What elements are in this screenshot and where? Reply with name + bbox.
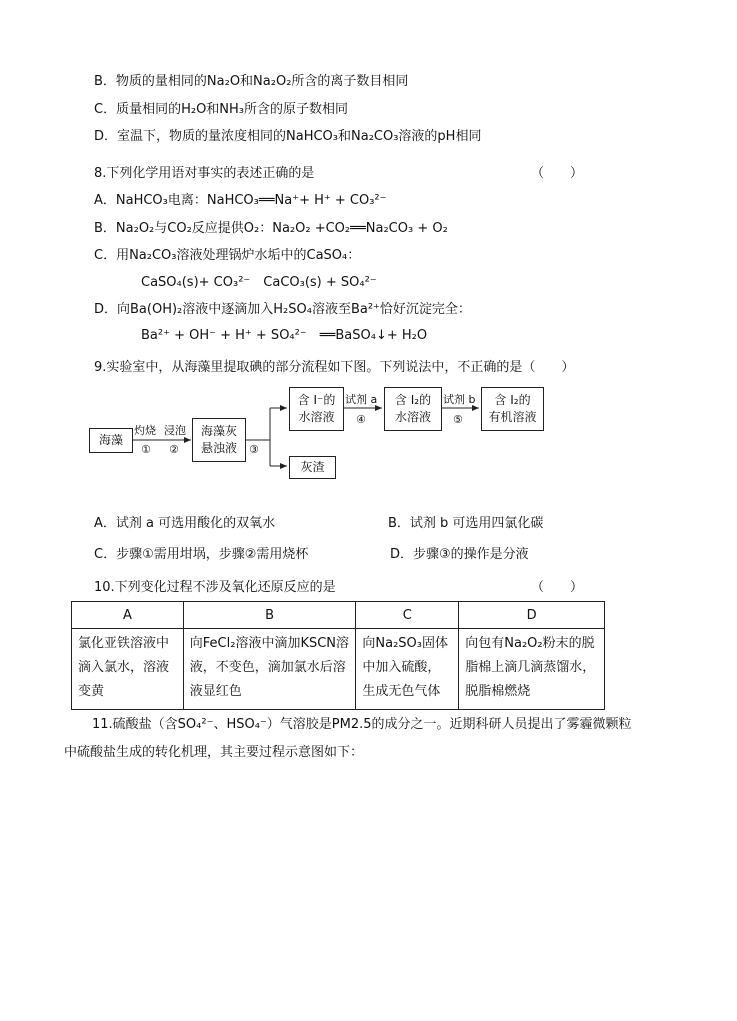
step3-number: ③ bbox=[249, 443, 259, 456]
step5-label: 试剂 b bbox=[443, 393, 476, 406]
cell-b: 向FeCl₂溶液中滴加KSCN溶液，不变色，滴加氯水后溶液显红色 bbox=[183, 629, 356, 710]
q8-option-c-equation: CaSO₄(s)+ CO₃²⁻ CaCO₃(s) + SO₄²⁻ bbox=[141, 275, 377, 290]
step2-number: ② bbox=[169, 443, 179, 456]
q8-option-c: C．用Na₂CO₃溶液处理锅炉水垢中的CaSO₄： bbox=[94, 248, 361, 263]
col-header-a: A bbox=[72, 602, 184, 629]
q9-option-b: B．试剂 b 可选用四氯化碳 bbox=[388, 516, 544, 531]
organic-line2: 有机溶液 bbox=[488, 410, 537, 424]
q9-option-d: D．步骤③的操作是分液 bbox=[390, 547, 529, 562]
table-header-row bbox=[72, 602, 605, 629]
ash-suspension-box bbox=[192, 418, 246, 462]
residue-box bbox=[289, 456, 336, 479]
q8-option-d: D．向Ba(OH)₂溶液中逐滴加入H₂SO₄溶液至Ba²⁺恰好沉淀完全： bbox=[94, 302, 471, 317]
step1-number: ① bbox=[141, 443, 151, 456]
step4-number: ④ bbox=[356, 413, 366, 426]
ash-line2: 悬浊液 bbox=[200, 441, 237, 455]
q11-line1: 11.硫酸盐（含SO₄²⁻、HSO₄⁻）气溶胶是PM2.5的成分之一。近期科研人员提出了雾霾微颗粒 bbox=[92, 717, 632, 732]
step5-number: ⑤ bbox=[453, 413, 463, 426]
seaweed-text: 海藻 bbox=[98, 433, 123, 447]
cell-a: 氯化亚铁溶液中滴入氯水，溶液变黄 bbox=[72, 629, 184, 710]
iodine-line1: 含 I₂的 bbox=[394, 393, 432, 407]
step2-label: 浸泡 bbox=[164, 424, 186, 437]
q8-stem: 8.下列化学用语对事实的表述正确的是 bbox=[94, 166, 315, 181]
q10-answer-paren: （ ） bbox=[531, 580, 584, 595]
q8-option-b: B．Na₂O₂与CO₂反应提供O₂：Na₂O₂ +CO₂══Na₂CO₃ + O₂ bbox=[94, 221, 448, 236]
q7-option-b: B．物质的量相同的Na₂O和Na₂O₂所含的离子数目相同 bbox=[94, 74, 409, 89]
q7-option-d: D．室温下，物质的量浓度相同的NaHCO₃和Na₂CO₃溶液的pH相同 bbox=[94, 129, 482, 144]
residue-text: 灰渣 bbox=[300, 460, 325, 474]
iodide-line2: 水溶液 bbox=[298, 410, 335, 424]
q11-line2: 中硫酸盐生成的转化机理，其主要过程示意图如下： bbox=[64, 745, 364, 760]
organic-line1: 含 I₂的 bbox=[494, 393, 531, 407]
col-header-b: B bbox=[183, 602, 356, 629]
ash-line1: 海藻灰 bbox=[200, 424, 237, 438]
iodine-line2: 水溶液 bbox=[394, 410, 431, 424]
q10-options-table bbox=[71, 601, 605, 710]
q8-option-a: A．NaHCO₃电离：NaHCO₃══Na⁺+ H⁺ + CO₃²⁻ bbox=[94, 193, 387, 208]
seaweed-box bbox=[89, 428, 133, 453]
q9-option-c: C．步骤①需用坩埚，步骤②需用烧杯 bbox=[94, 547, 309, 562]
iodide-line1: 含 I⁻的 bbox=[297, 393, 336, 407]
iodine-water-box bbox=[384, 387, 442, 431]
cell-c: 向Na₂SO₃固体中加入硫酸，生成无色气体 bbox=[356, 629, 459, 710]
iodide-solution-box bbox=[289, 387, 344, 431]
q8-option-d-equation: Ba²⁺ + OH⁻ + H⁺ + SO₄²⁻ ══BaSO₄↓+ H₂O bbox=[141, 328, 428, 343]
q8-answer-paren: （ ） bbox=[531, 166, 584, 181]
q7-option-c: C．质量相同的H₂O和NH₃所含的原子数相同 bbox=[94, 102, 349, 117]
q9-option-a: A．试剂 a 可选用酸化的双氧水 bbox=[94, 516, 276, 531]
cell-d: 向包有Na₂O₂粉末的脱脂棉上滴几滴蒸馏水，脱脂棉燃烧 bbox=[459, 629, 605, 710]
step1-label: 灼烧 bbox=[134, 424, 156, 437]
q9-stem: 9.实验室中，从海藻里提取碘的部分流程如下图。下列说法中，不正确的是（ ） bbox=[94, 360, 575, 375]
table-row bbox=[72, 629, 605, 710]
flow-arrows bbox=[0, 0, 737, 500]
col-header-c: C bbox=[356, 602, 459, 629]
col-header-d: D bbox=[459, 602, 605, 629]
iodine-organic-box bbox=[481, 387, 544, 431]
step4-label: 试剂 a bbox=[345, 393, 378, 406]
q10-stem: 10.下列变化过程不涉及氧化还原反应的是 bbox=[94, 580, 336, 595]
